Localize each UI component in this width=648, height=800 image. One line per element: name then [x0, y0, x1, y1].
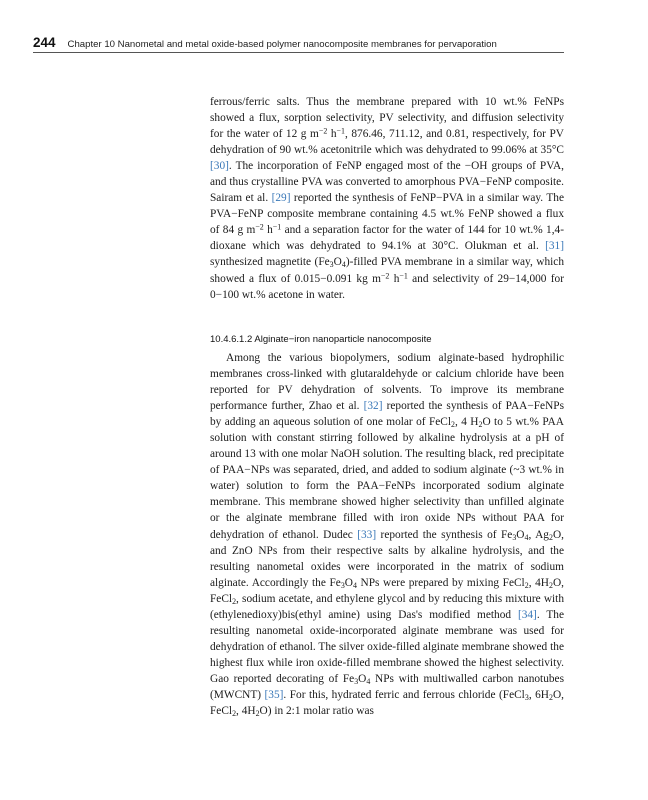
- text-run: reported the synthesis of FeNP−PVA in a similar way. The PVA−FeNP composite membrane containing 4.5 wt.% FeNP showed a flux of 84 g m: [210, 192, 564, 237]
- subscript: 2: [549, 692, 553, 702]
- text-run: h: [389, 272, 400, 285]
- text-run: , 4 H: [454, 416, 479, 429]
- text-run: ferrous/ferric salts. Thus the membrane prepared with 10 wt.% FeNPs showed a flux, sorption selectivity, PV selectivity, and diffusion selectivity for the water of 12 g m: [210, 96, 564, 141]
- header-rule: [33, 52, 564, 53]
- text-run: . The incorporation of FeNP engaged most of the −OH groups of PVA, and thus crystalline PVA was converted to amorphous PVA−FeNP composite. Sairam et al.: [210, 160, 564, 205]
- text-run: O, FeCl: [210, 576, 564, 605]
- subscript: 4: [341, 260, 346, 270]
- text-run: O, FeCl: [210, 688, 564, 718]
- subscript: 4: [524, 532, 529, 542]
- subscript: 3: [524, 692, 529, 702]
- subscript: 4: [366, 676, 371, 686]
- text-run: NPs with multiwalled carbon nanotubes (MWCNT): [210, 672, 564, 701]
- text-run: O: [358, 672, 367, 685]
- text-run: Among the various biopolymers, sodium alginate-based hydrophilic membranes cross-linked with glutaraldehyde or calcium chloride have been reported for PV dehydration of solvents. To improve its membrane performance further, Zhao et al.: [210, 352, 564, 413]
- subscript: 2: [549, 580, 553, 590]
- superscript: −2: [318, 126, 328, 136]
- subscript: 2: [524, 580, 529, 590]
- text-run: h: [327, 128, 337, 141]
- text-run: NPs were prepared by mixing FeCl: [356, 576, 525, 589]
- citation-link[interactable]: [32]: [363, 400, 383, 413]
- body-paragraph: [210, 94, 564, 303]
- text-run: synthesized magnetite (Fe: [210, 256, 330, 269]
- subscript: 4: [352, 580, 357, 590]
- superscript: −1: [272, 222, 282, 232]
- superscript: −1: [399, 270, 408, 280]
- text-run: reported the synthesis of PAA−FeNPs by adding an aqueous solution of one molar of FeCl: [210, 400, 564, 429]
- text-run: , 4H: [236, 705, 256, 718]
- subscript: 3: [340, 580, 345, 590]
- text-run: . The resulting nanometal oxide-incorporated alginate membrane was used for dehydration of ethanol. The silver oxide-filled alginate membrane showed the highest flux while iron oxide-filled membrane showed the highest selectivity. Gao reported decorating of Fe: [210, 608, 564, 685]
- text-run: , 876.46, 711.12, and 0.81, respectively, for PV dehydration of 90 wt.% acetonitrile which was dehydrated to 99.06% at 35°C: [210, 128, 564, 157]
- citation-link[interactable]: [33]: [357, 528, 377, 541]
- text-run: h: [263, 224, 273, 237]
- subscript: 3: [512, 532, 517, 542]
- subscript: 2: [255, 709, 260, 719]
- superscript: −2: [255, 222, 264, 232]
- citation-link[interactable]: [35]: [264, 688, 284, 701]
- text-run: O, and ZnO NPs from their respective salts by alkaline hydrolysis, and the resulting nanometal oxides were incorporated in the matrix of sodium alginate. Accordingly the Fe: [210, 528, 564, 589]
- subscript: 2: [478, 420, 483, 430]
- citation-link[interactable]: [30]: [210, 160, 229, 173]
- text-run: , 4H: [528, 576, 549, 589]
- text-run: reported the synthesis of Fe: [376, 528, 513, 541]
- text-run: and selectivity of 29−14,000 for 0−100 wt.% acetone in water.: [210, 272, 565, 301]
- text-run: )-filled PVA membrane in a similar way, which showed a flux of 0.015−0.091 kg m: [210, 256, 564, 285]
- subscript: 2: [548, 532, 553, 542]
- body-paragraph: [210, 350, 564, 719]
- subscript: 2: [451, 420, 455, 430]
- text-run: . For this, hydrated ferric and ferrous chloride (FeCl: [283, 688, 525, 701]
- subscript: 3: [354, 676, 359, 686]
- text-run: , Ag: [528, 528, 549, 541]
- running-head: Chapter 10 Nanometal and metal oxide-based polymer nanocomposite membranes for pervaporation: [67, 39, 497, 50]
- superscript: −1: [336, 126, 345, 136]
- page-header: [33, 35, 563, 53]
- citation-link[interactable]: [29]: [271, 192, 291, 205]
- citation-link[interactable]: [31]: [545, 240, 564, 253]
- text-run: O to 5 wt.% PAA solution with constant stirring followed by alkaline hydrolysis at a pH of around 13 with one molar NaOH solution. The resulting black, red precipitate of PAA−NPs was separated, dried, and added to sodium alginate (~3 wt.% in water) solution to form the PAA−FeNPs incorporated sodium alginate membrane. This membrane showed higher selectivity than unfilled alginate or the alginate membrane filled with iron oxide NPs without PAA for dehydration of ethanol. Dudec: [210, 416, 565, 541]
- text-run: O: [516, 528, 525, 541]
- subscript: 3: [329, 260, 334, 270]
- text-run: , 6H: [528, 688, 549, 701]
- text-run: O: [344, 576, 353, 589]
- text-run: , sodium acetate, and ethylene glycol and by reducing this mixture with (ethylenedioxy)bis(ethyl amine) using Das's modified method: [210, 592, 564, 621]
- superscript: −2: [380, 270, 390, 280]
- subscript: 2: [232, 596, 237, 606]
- citation-link[interactable]: [34]: [517, 608, 537, 621]
- text-run: O: [333, 256, 342, 269]
- text-run: O) in 2:1 molar ratio was: [259, 705, 374, 718]
- text-run: and a separation factor for the water of 144 for 10 wt.% 1,4-dioxane which was dehydrated to 94.1% at 30°C. Olukman et al.: [210, 224, 565, 253]
- page-number: 244: [33, 35, 56, 50]
- section-heading: 10.4.6.1.2 Alginate−iron nanoparticle nanocomposite: [210, 334, 432, 345]
- subscript: 2: [232, 709, 237, 719]
